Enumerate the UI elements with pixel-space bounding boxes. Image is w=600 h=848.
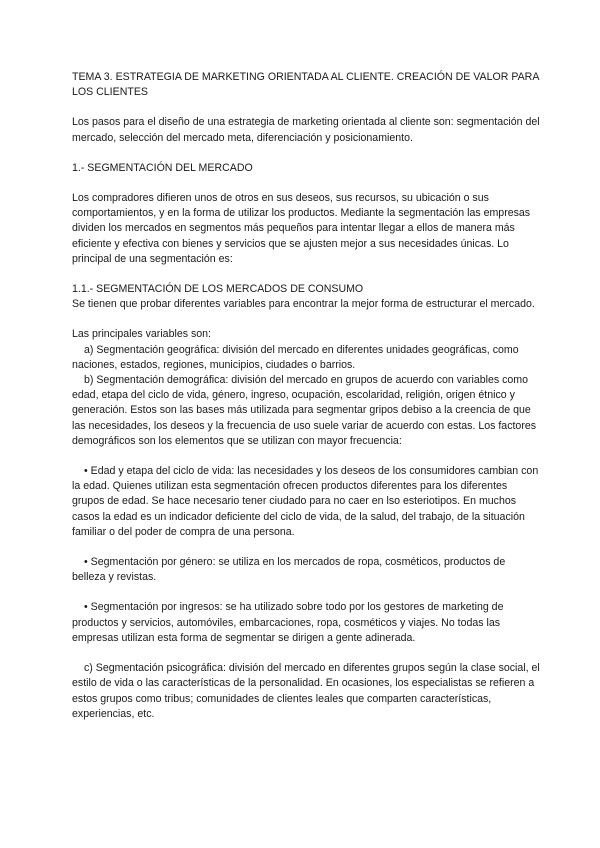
variables-intro: Las principales variables son: [72,328,211,341]
subsection-1-1-heading: 1.1.- SEGMENTACIÓN DE LOS MERCADOS DE CONSUMO [72,283,364,296]
subsection-1-1-intro: Se tienen que probar diferentes variables para encontrar la mejor forma de estructurar el mercado. [72,298,535,311]
variable-a-geographic: a) Segmentación geográfica: división del mercado en diferentes unidades geográficas, como naciones, estados, regiones, municipios, ciudades o barrios. [72,343,519,371]
section-1-body: Los compradores difieren unos de otros en sus deseos, sus recursos, su ubicación o sus comportamientos, y en la forma de utilizar los productos. Mediante la segmentación las empresas dividen los mercados en segmentos más pequeños para intentar llegar a ellos de manera más eficiente y efectiva con bienes y servicios que se ajusten mejor a sus necesidades únicas. Lo principal de una segmentación es: [72,192,531,265]
variable-c-psychographic: c) Segmentación psicográfica: división del mercado en diferentes grupos según la clase social, el estilo de vida o las características de la personalidad. En ocasiones, los especialistas se refieren a estos grupos como tribus; comunidades de clientes leales que comparten características, experiencias, etc. [72,662,540,720]
page-title: TEMA 3. ESTRATEGIA DE MARKETING ORIENTADA AL CLIENTE. CREACIÓN DE VALOR PARA LOS CLIENTES [72,71,539,99]
bullet-age-life-cycle: • Edad y etapa del ciclo de vida: las necesidades y los deseos de los consumidores cambian con la edad. Quienes utilizan esta segmentación ofrecen productos diferentes para los diferentes grupos de edad. Se hace necesario tener ciudado para no caer en lso esteriotipos. En muchos casos la edad es un indicador deficiente del ciclo de vida, de la salud, del trabajo, de la situación familiar o del poder de compra de una persona. [72,465,539,538]
section-1-heading: 1.- SEGMENTACIÓN DEL MERCADO [72,161,253,174]
intro-paragraph: Los pasos para el diseño de una estrategia de marketing orientada al cliente son: segmentación del mercado, selección del mercado meta, diferenciación y posicionamiento. [72,116,540,144]
variable-b-demographic: b) Segmentación demográfica: división del mercado en grupos de acuerdo con variables como edad, etapa del ciclo de vida, género, ingreso, ocupación, escolaridad, religión, origen étnico y generación. Estos son las bases más utilizada para segmentar gripos debiso a la creencia de que las necesidades, los deseos y la frecuencia de uso suele variar de acuerdo con estas. Los factores demográficos son los elementos que se utilizan con mayor frecuencia: [72,374,537,447]
bullet-income: • Segmentación por ingresos: se ha utilizado sobre todo por los gestores de marketing de productos y servicios, automóviles, embarcaciones, ropa, cosméticos y viajes. No todas las empresas utilizan esta forma de segmentar se dirigen a gente adinerada. [72,601,504,644]
bullet-gender: • Segmentación por género: se utiliza en los mercados de ropa, cosméticos, productos de belleza y revistas. [72,556,506,584]
